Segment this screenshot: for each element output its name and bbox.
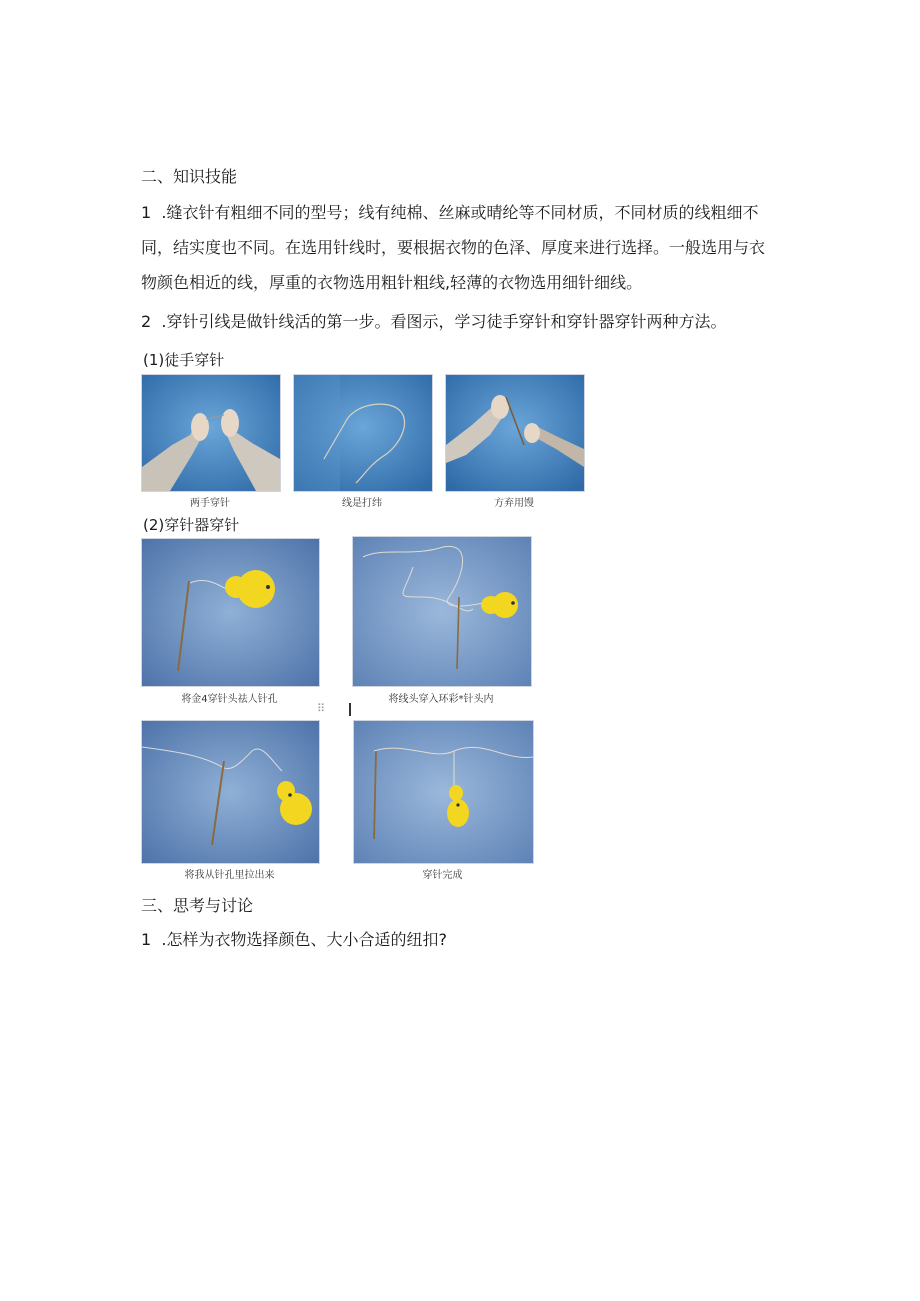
photo-threader-insert xyxy=(141,538,320,687)
photo-hands-threading xyxy=(141,374,281,492)
caption-thread-into-loop: 将线头穿入环彩*针头内 xyxy=(388,694,494,705)
caption-hands-threading: 两手穿针 xyxy=(190,498,230,509)
discussion-item-1 xyxy=(141,922,821,957)
item-1-number: 1 xyxy=(141,203,152,222)
item-1-line-1: .缝衣针有粗细不同的型号；线有纯棉、丝麻或晴纶等不同材质，不同材质的线粗细不 xyxy=(161,203,759,222)
item-2-number: 2 xyxy=(141,312,152,331)
discussion-item-1-text: .怎样为衣物选择颜色、大小合适的纽扣? xyxy=(161,930,447,949)
item-1-paragraph xyxy=(141,195,821,300)
item-2-paragraph xyxy=(141,304,821,339)
section-heading-discussion: 三、思考与讨论 xyxy=(141,896,254,915)
drag-handle-icon: ⠿ xyxy=(317,702,326,715)
method-2-title: (2)穿针器穿针 xyxy=(143,516,240,534)
item-1-line-2: 同，结实度也不同。在选用针线时，要根据衣物的色泽、厚度来进行选择。一般选用与衣 xyxy=(141,238,766,257)
item-2-text: .穿针引线是做针线活的第一步。看图示，学习徒手穿针和穿针器穿针两种方法。 xyxy=(161,312,727,331)
method-1-title: (1)徒手穿针 xyxy=(143,351,225,369)
caption-pull-thread: 方弃用馒 xyxy=(494,498,534,509)
photo-thread-loop xyxy=(293,374,433,492)
caption-threading-done: 穿针完成 xyxy=(422,870,463,881)
caption-thread-loop: 线是打纬 xyxy=(342,498,382,509)
photo-pull-thread xyxy=(445,374,585,492)
section-heading-knowledge: 二、知识技能 xyxy=(141,167,238,186)
caption-pull-from-eye: 将我从针孔里拉出来 xyxy=(184,870,275,881)
photo-threading-done xyxy=(353,720,534,864)
photo-thread-into-loop xyxy=(352,536,532,687)
item-1-line-3: 物颜色相近的线，厚重的衣物选用粗针粗线,轻薄的衣物选用细针细线。 xyxy=(141,273,643,292)
photo-pull-from-eye xyxy=(141,720,320,864)
caption-threader-insert: 将金4穿针头祛人针孔 xyxy=(181,694,278,705)
text-cursor-icon xyxy=(349,703,351,716)
discussion-item-1-number: 1 xyxy=(141,930,152,949)
